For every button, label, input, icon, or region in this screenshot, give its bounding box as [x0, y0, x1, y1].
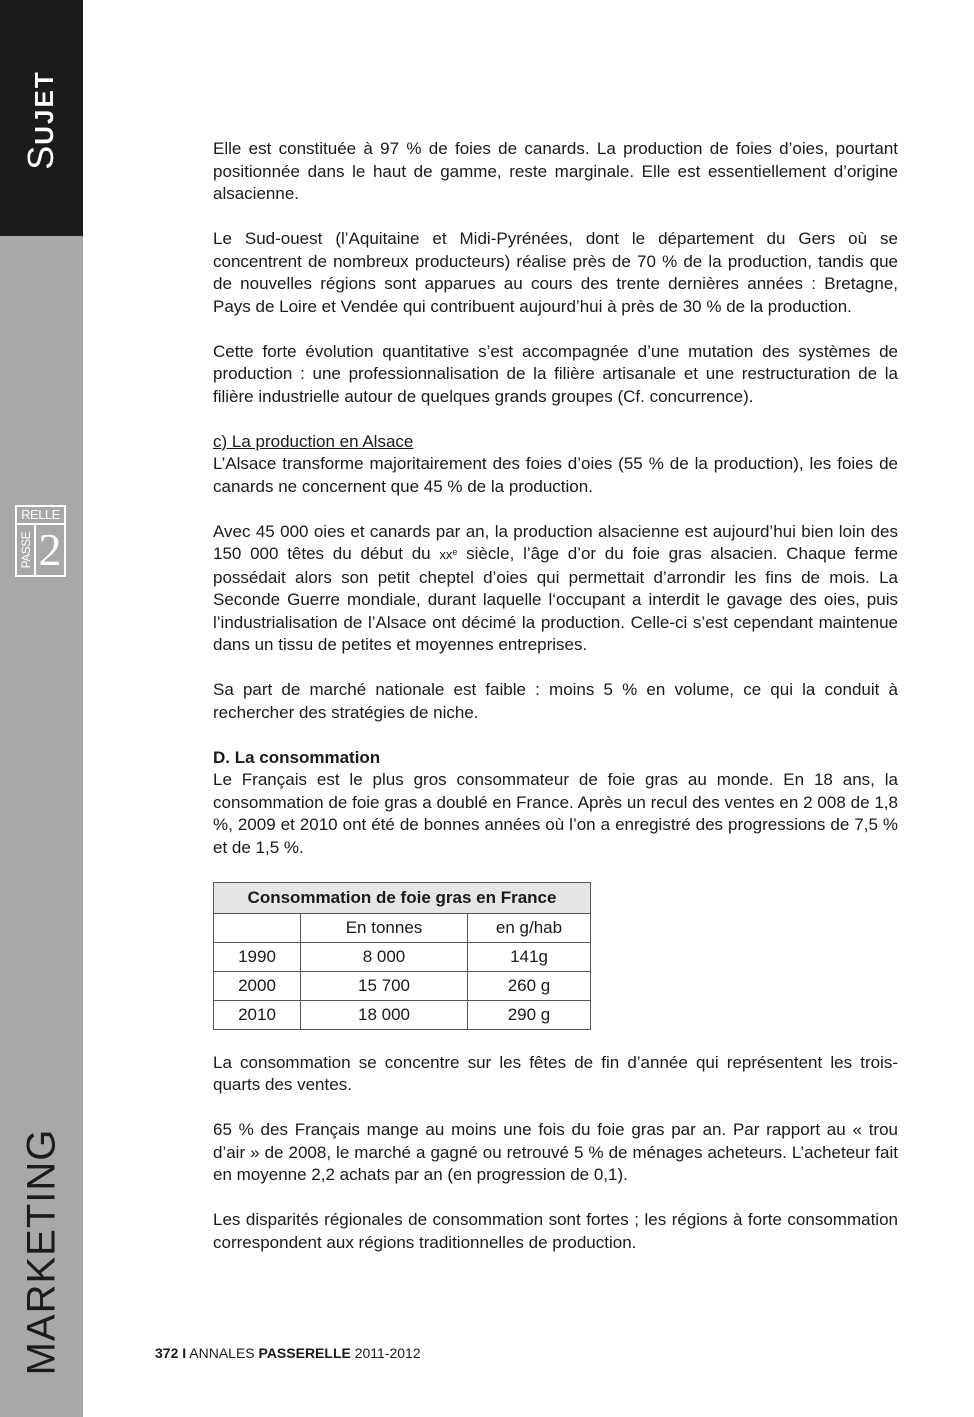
- logo-top-text: RELLE: [17, 507, 64, 525]
- footer-separator: I: [182, 1345, 187, 1361]
- table-row: [214, 942, 591, 971]
- table-row: [214, 1000, 591, 1029]
- table-cell-tonnes: 15 700: [301, 971, 468, 1000]
- table-cell-year: 2000: [214, 971, 301, 1000]
- table-cell-tonnes: 18 000: [301, 1000, 468, 1029]
- table-cell-year: 2010: [214, 1000, 301, 1029]
- category-label: MARKETING: [19, 1128, 64, 1376]
- heading-consommation: D. La consommation: [213, 747, 381, 767]
- table-cell-per-capita: 290 g: [468, 1000, 591, 1029]
- logo-number: 2: [38, 524, 62, 575]
- footer-brand: PASSERELLE: [258, 1345, 351, 1361]
- table-cell-tonnes: 8 000: [301, 942, 468, 971]
- table-cell-per-capita: 260 g: [468, 971, 591, 1000]
- table-header-cell: En tonnes: [301, 913, 468, 942]
- page-number: 372: [155, 1345, 179, 1361]
- paragraph-2: Le Sud-ouest (l’Aquitaine et Midi-Pyrénées, dont le département du Gers où se concentrent de nombreux producteurs) réalise près de 70 % de la production, tandis que de nouvelles régions sont apparues au cours des trente dernières années : Bretagne, Pays de Loire et Vendée qui contribuent aujourd’hui à près de 30 % de la production.: [213, 229, 898, 316]
- passerelle-logo: [15, 505, 66, 577]
- table-cell-per-capita: 141g: [468, 942, 591, 971]
- paragraph-1: Elle est constituée à 97 % de foies de canards. La production de foies d’oies, pourtant positionnée dans le haut de gamme, reste marginale. Elle est essentiellement d’origine alsacienne.: [213, 139, 898, 203]
- table-header-cell: [214, 913, 301, 942]
- paragraph-10: Les disparités régionales de consommation sont fortes ; les régions à forte consommation correspondent aux régions traditionnelles de production.: [213, 1210, 898, 1252]
- paragraph-6: Sa part de marché nationale est faible : moins 5 % en volume, ce qui la conduit à rechercher des stratégies de niche.: [213, 680, 898, 722]
- table-header-row: [214, 913, 591, 942]
- subheading-text: c) La production en Alsace: [213, 431, 414, 451]
- section-label: SUJET: [20, 70, 61, 170]
- paragraph-4: L’Alsace transforme majoritairement des foies d’oies (55 % de la production), les foies de canards ne concernent que 45 % de la production.: [213, 454, 898, 496]
- subheading-alsace: [213, 431, 898, 454]
- table-row: [214, 971, 591, 1000]
- paragraph-9: 65 % des Français mange au moins une fois du foie gras par an. Par rapport au « trou d’air » de 2008, le marché a gagné ou retrouvé 5 % de ménages acheteurs. L’acheteur fait en moyenne 2,2 achats par an (en progression de 0,1).: [213, 1120, 898, 1184]
- table-title: Consommation de foie gras en France: [214, 882, 591, 913]
- page-footer: [155, 1345, 421, 1361]
- paragraph-3: Cette forte évolution quantitative s’est accompagnée d’une mutation des systèmes de production : une professionnalisation de la filière artisanale et une restructuration de la filière industrielle autour de quelques grands groupes (Cf. concurrence).: [213, 341, 898, 406]
- paragraph-5: Avec 45 000 oies et canards par an, la production alsacienne est aujourd’hui bien loin des 150 000 têtes du début du $xx^e$ siècle, l’âge d’or du foie gras alsacien. Chaque ferme possédait alors son petit cheptel d’oies qui permettait d’arrondir les fins de mois. La Seconde Guerre mondiale, durant laquelle l‘occupant a interdit le gavage des oies, puis l’industrialisation de l’Alsace ont décimé la production. Celle-ci s’est cependant maintenue dans un tissu de petites et moyennes entreprises.: [213, 521, 898, 654]
- paragraph-7: Le Français est le plus gros consommateur de foie gras au monde. En 18 ans, la consommation de foie gras a doublé en France. Après un recul des ventes en 2 008 de 1,8 %, 2009 et 2010 ont été de bonnes années où l’on a enregistré des progressions de 7,5 % et de 1,5 %.: [213, 770, 898, 857]
- logo-side: [17, 525, 36, 575]
- sidebar-top-band: [0, 0, 83, 236]
- paragraph-8: La consommation se concentre sur les fêtes de fin d’année qui représentent les trois-quarts des ventes.: [213, 1052, 898, 1094]
- consumption-table: [213, 882, 591, 1030]
- logo-side-text: PASSE: [18, 531, 33, 569]
- footer-years: 2011-2012: [354, 1345, 421, 1361]
- table-header-cell: en g/hab: [468, 913, 591, 942]
- table-cell-year: 1990: [214, 942, 301, 971]
- sidebar: [0, 0, 83, 1417]
- footer-annales: ANNALES: [189, 1345, 255, 1361]
- page-content: [213, 138, 898, 1277]
